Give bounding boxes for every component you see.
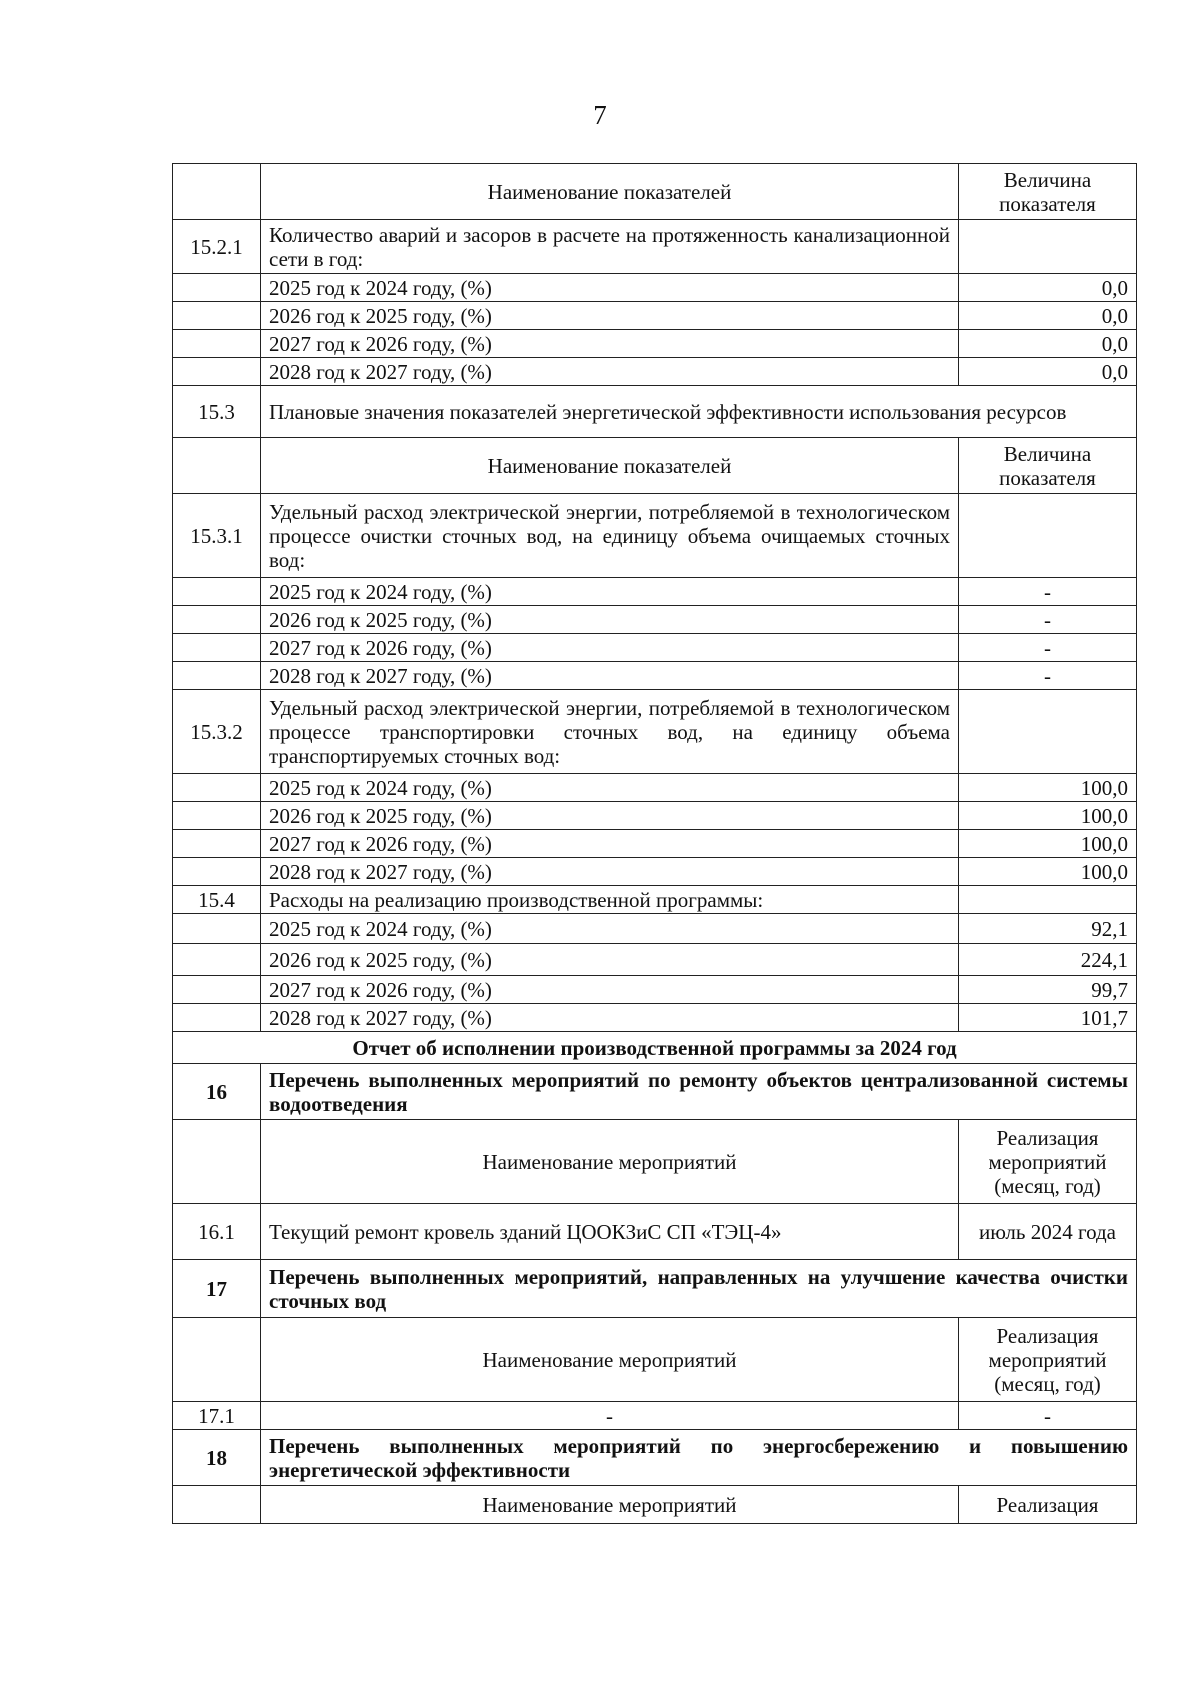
indicators-table: [172, 163, 1137, 1524]
header-value: Реализация мероприятий (месяц, год): [959, 1120, 1137, 1204]
table-row: [173, 830, 1137, 858]
table-row: [173, 1004, 1137, 1032]
section-row: [173, 1430, 1137, 1486]
row-label: 2028 год к 2027 году, (%): [261, 858, 959, 886]
section-row: [173, 1064, 1137, 1120]
row-label: 2027 год к 2026 году, (%): [261, 830, 959, 858]
row-label: 2028 год к 2027 году, (%): [261, 1004, 959, 1032]
table-row: [173, 802, 1137, 830]
row-label: 2027 год к 2026 году, (%): [261, 330, 959, 358]
header-value: Реализация: [959, 1486, 1137, 1524]
item-number: 16.1: [173, 1204, 261, 1260]
section-title: Плановые значения показателей энергетической эффективности использования ресурсов: [261, 386, 1137, 438]
row-value: 224,1: [959, 944, 1137, 976]
section-number: 15.2.1: [173, 220, 261, 274]
row-label: 2026 год к 2025 году, (%): [261, 802, 959, 830]
table-row: [173, 578, 1137, 606]
table-header-row: [173, 438, 1137, 494]
table-row: [173, 914, 1137, 944]
section-title: Количество аварий и засоров в расчете на протяженность канализационной сети в год:: [261, 220, 959, 274]
row-label: 2028 год к 2027 году, (%): [261, 662, 959, 690]
row-value: 99,7: [959, 976, 1137, 1004]
header-name: Наименование мероприятий: [261, 1486, 959, 1524]
table-row: [173, 302, 1137, 330]
report-title: Отчет об исполнении производственной программы за 2024 год: [173, 1032, 1137, 1064]
section-number: 15.4: [173, 886, 261, 914]
header-name: Наименование показателей: [261, 438, 959, 494]
row-value: -: [959, 634, 1137, 662]
row-value: 0,0: [959, 330, 1137, 358]
table-row: [173, 1402, 1137, 1430]
table-row: [173, 1204, 1137, 1260]
section-title: Перечень выполненных мероприятий по энергосбережению и повышению энергетической эффективности: [261, 1430, 1137, 1486]
row-value: -: [959, 606, 1137, 634]
row-value: 100,0: [959, 830, 1137, 858]
table-row: [173, 634, 1137, 662]
empty-cell: [173, 1120, 261, 1204]
row-value: 92,1: [959, 914, 1137, 944]
table-row: [173, 774, 1137, 802]
section-number: 16: [173, 1064, 261, 1120]
header-name: Наименование мероприятий: [261, 1120, 959, 1204]
table-header-row: [173, 1120, 1137, 1204]
row-value: -: [959, 578, 1137, 606]
row-label: 2025 год к 2024 году, (%): [261, 578, 959, 606]
table-header-row: [173, 1318, 1137, 1402]
table-row: [173, 944, 1137, 976]
header-name: Наименование мероприятий: [261, 1318, 959, 1402]
section-number: 18: [173, 1430, 261, 1486]
row-label: 2025 год к 2024 году, (%): [261, 774, 959, 802]
row-label: 2025 год к 2024 году, (%): [261, 914, 959, 944]
header-value: Величина показателя: [959, 164, 1137, 220]
row-value: 100,0: [959, 858, 1137, 886]
section-row: [173, 494, 1137, 578]
table-header-row: [173, 1486, 1137, 1524]
table-row: [173, 330, 1137, 358]
section-title: Удельный расход электрической энергии, потребляемой в технологическом процессе транспортировки сточных вод, на единицу объема транспортируемых сточных вод:: [261, 690, 959, 774]
row-value: 0,0: [959, 358, 1137, 386]
row-label: 2027 год к 2026 году, (%): [261, 976, 959, 1004]
section-row: [173, 1260, 1137, 1318]
empty-cell: [173, 1486, 261, 1524]
row-label: 2026 год к 2025 году, (%): [261, 606, 959, 634]
table-row: [173, 662, 1137, 690]
table-row: [173, 976, 1137, 1004]
empty-cell: [959, 886, 1137, 914]
row-label: 2026 год к 2025 году, (%): [261, 944, 959, 976]
table-row: [173, 858, 1137, 886]
page-number: 7: [593, 100, 607, 130]
section-row: [173, 220, 1137, 274]
empty-cell: [959, 220, 1137, 274]
empty-cell: [959, 690, 1137, 774]
row-value: 100,0: [959, 802, 1137, 830]
item-name: -: [261, 1402, 959, 1430]
item-number: 17.1: [173, 1402, 261, 1430]
row-label: 2028 год к 2027 году, (%): [261, 358, 959, 386]
row-value: 100,0: [959, 774, 1137, 802]
table-row: [173, 274, 1137, 302]
section-number: 15.3.1: [173, 494, 261, 578]
section-number: 17: [173, 1260, 261, 1318]
row-value: -: [959, 662, 1137, 690]
item-date: июль 2024 года: [959, 1204, 1137, 1260]
header-value: Реализация мероприятий (месяц, год): [959, 1318, 1137, 1402]
empty-cell: [173, 1318, 261, 1402]
row-value: 101,7: [959, 1004, 1137, 1032]
table-row: [173, 358, 1137, 386]
table-row: [173, 606, 1137, 634]
section-title: Перечень выполненных мероприятий по ремонту объектов централизованной системы водоотведения: [261, 1064, 1137, 1120]
section-title: Перечень выполненных мероприятий, направленных на улучшение качества очистки сточных вод: [261, 1260, 1137, 1318]
empty-cell: [959, 494, 1137, 578]
section-number: 15.3.2: [173, 690, 261, 774]
empty-cell: [173, 438, 261, 494]
section-title: Удельный расход электрической энергии, потребляемой в технологическом процессе очистки сточных вод, на единицу объема очищаемых сточных вод:: [261, 494, 959, 578]
row-value: 0,0: [959, 302, 1137, 330]
section-row: [173, 690, 1137, 774]
section-title: Расходы на реализацию производственной программы:: [261, 886, 959, 914]
section-row: [173, 886, 1137, 914]
row-value: 0,0: [959, 274, 1137, 302]
header-name: Наименование показателей: [261, 164, 959, 220]
item-name: Текущий ремонт кровель зданий ЦООКЗиС СП «ТЭЦ-4»: [261, 1204, 959, 1260]
report-title-row: [173, 1032, 1137, 1064]
item-date: -: [959, 1402, 1137, 1430]
empty-cell: [173, 164, 261, 220]
section-row: [173, 386, 1137, 438]
header-value: Величина показателя: [959, 438, 1137, 494]
row-label: 2026 год к 2025 году, (%): [261, 302, 959, 330]
table-header-row: [173, 164, 1137, 220]
row-label: 2027 год к 2026 году, (%): [261, 634, 959, 662]
section-number: 15.3: [173, 386, 261, 438]
row-label: 2025 год к 2024 году, (%): [261, 274, 959, 302]
